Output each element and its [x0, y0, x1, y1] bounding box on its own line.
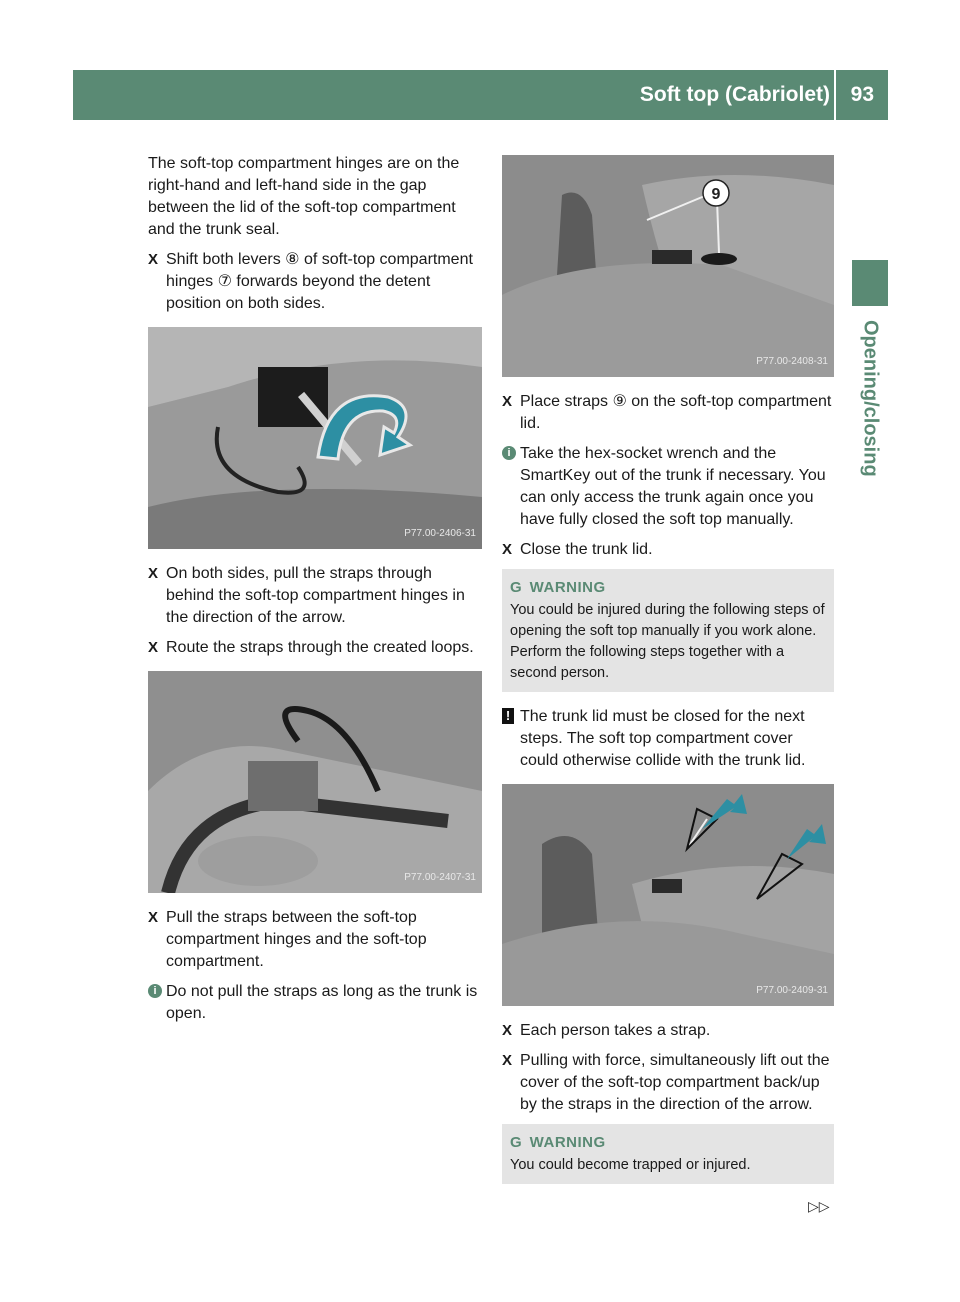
photo-code: P77.00-2408-31 [756, 356, 828, 367]
step-text: Place straps ⑨ on the soft-top compartment lid. [520, 393, 832, 432]
step-marker-icon: X [502, 393, 513, 410]
photo-code: P77.00-2409-31 [756, 985, 828, 996]
step-item [148, 249, 482, 315]
step-marker-icon: X [502, 1052, 513, 1069]
warning-title: WARNING [529, 579, 606, 596]
info-text: Take the hex-socket wrench and the SmartKey out of the trunk if necessary. You can only access the trunk again once you have fully closed the soft top manually. [520, 445, 826, 528]
step-item [502, 391, 834, 435]
right-column [502, 153, 834, 1198]
warning-text: You could become trapped or injured. [510, 1157, 751, 1173]
step-text: Each person takes a strap. [520, 1022, 711, 1039]
straps-on-lid-photo [502, 155, 834, 377]
info-item [502, 443, 834, 531]
step-item [502, 539, 834, 561]
info-item [148, 981, 482, 1025]
warning-title: WARNING [529, 1134, 606, 1151]
lift-cover-illustration [502, 784, 834, 1006]
side-section-label: Opening/closing [859, 320, 882, 477]
warning-box [502, 1124, 834, 1184]
note-text: The trunk lid must be closed for the next steps. The soft top compartment cover could otherwise collide with the trunk lid. [520, 708, 806, 769]
step-item [148, 563, 482, 629]
step-item [148, 637, 482, 659]
step-marker-icon: X [148, 565, 159, 582]
callout-number: 9 [711, 186, 721, 203]
left-column [148, 153, 482, 1033]
step-text: Close the trunk lid. [520, 541, 653, 558]
step-marker-icon: X [148, 251, 159, 268]
hinge-lever-photo [148, 327, 482, 549]
step-item [148, 907, 482, 973]
step-text: Pulling with force, simultaneously lift out the cover of the soft-top compartment back/up by the straps in the direction of the arrow. [520, 1052, 830, 1113]
step-text: On both sides, pull the straps through behind the soft-top compartment hinges in the direction of the arrow. [166, 565, 465, 626]
step-marker-icon: X [148, 909, 159, 926]
info-text: Do not pull the straps as long as the trunk is open. [166, 983, 478, 1022]
intro-paragraph: The soft-top compartment hinges are on the right-hand and left-hand side in the gap between the lid of the soft-top compartment and the trunk seal. [148, 155, 460, 238]
continue-icon: ▷▷ [808, 1198, 830, 1214]
header-title: Soft top (Cabriolet) [639, 83, 830, 106]
step-marker-icon: X [502, 1022, 513, 1039]
step-marker-icon: X [148, 639, 159, 656]
info-icon: i [148, 984, 162, 998]
note-item [502, 706, 834, 772]
step-item [502, 1050, 834, 1116]
step-marker-icon: X [502, 541, 513, 558]
strap-loop-illustration [148, 671, 482, 893]
caution-icon: ! [502, 708, 514, 724]
photo-code: P77.00-2406-31 [404, 528, 476, 539]
info-icon: i [502, 446, 516, 460]
strap-loop-photo [148, 671, 482, 893]
lift-cover-photo [502, 784, 834, 1006]
straps-on-lid-illustration [502, 155, 834, 377]
warning-icon: G [510, 579, 522, 596]
step-text: Pull the straps between the soft-top compartment hinges and the soft-top compartment. [166, 909, 427, 970]
header-separator [834, 70, 836, 120]
warning-text: You could be injured during the following steps of opening the soft top manually if you work alone. Perform the following steps together with a second person. [510, 602, 825, 681]
warning-icon: G [510, 1134, 522, 1151]
warning-box [502, 569, 834, 692]
page-header [73, 70, 888, 120]
hinge-lever-illustration [148, 327, 482, 549]
photo-code: P77.00-2407-31 [404, 872, 476, 883]
step-text: Shift both levers ⑧ of soft-top compartment hinges ⑦ forwards beyond the detent position on both sides. [166, 251, 473, 312]
page-number: 93 [850, 83, 874, 106]
step-text: Route the straps through the created loops. [166, 639, 474, 656]
side-tab-block [852, 260, 888, 306]
step-item [502, 1020, 834, 1042]
